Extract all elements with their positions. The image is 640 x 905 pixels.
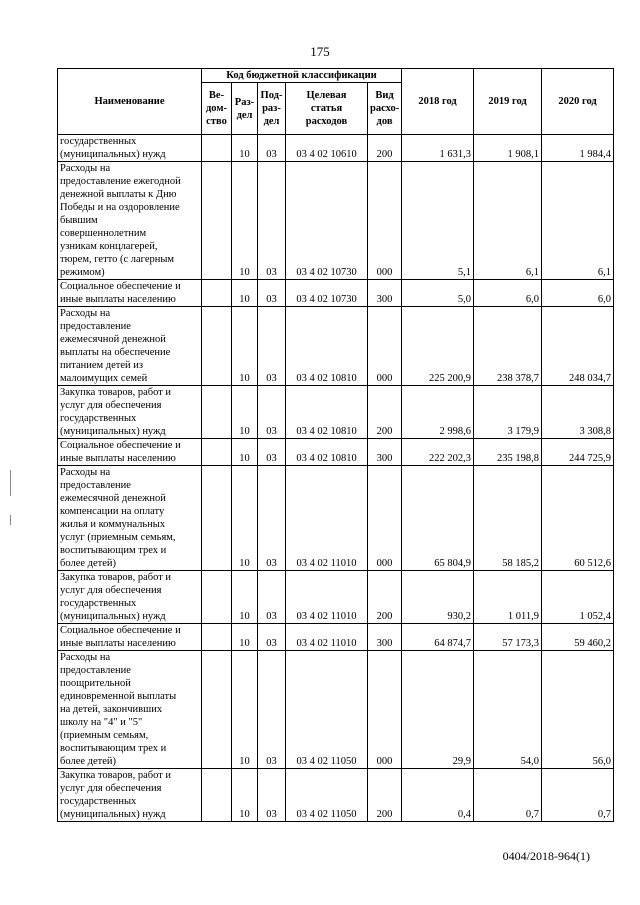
cell-razdel: 10	[232, 162, 258, 280]
header-vedomstvo: Ве- дом- ство	[202, 83, 232, 135]
cell-2018: 222 202,3	[402, 439, 474, 466]
header-celevaya-statya: Целевая статья расходов	[286, 83, 368, 135]
cell-2018: 225 200,9	[402, 307, 474, 386]
cell-vid-rashodov: 200	[368, 386, 402, 439]
cell-podrazdel: 03	[258, 769, 286, 822]
header-name: Наименование	[58, 69, 202, 135]
cell-2019: 6,0	[474, 280, 542, 307]
row-name-text: Расходы на предоставление ежегодной денежной выплаты к Дню Победы и на оздоровление бывшим совершеннолетним узникам концлагерей, тюрем, гетто (с лагерным режимом)	[60, 163, 181, 278]
row-name-text: государственных (муниципальных) нужд	[60, 136, 166, 160]
cell-celevaya-statya: 03 4 02 10730	[286, 162, 368, 280]
cell-2018: 1 631,3	[402, 135, 474, 162]
cell-2020: 60 512,6	[542, 466, 614, 571]
cell-vid-rashodov: 000	[368, 651, 402, 769]
cell-2018: 930,2	[402, 571, 474, 624]
cell-2018: 64 874,7	[402, 624, 474, 651]
cell-vid-rashodov: 000	[368, 466, 402, 571]
row-name-text: Социальное обеспечение и иные выплаты населению	[60, 625, 181, 649]
cell-vedomstvo	[202, 386, 232, 439]
table-header	[58, 69, 614, 135]
cell-name	[58, 162, 202, 280]
row-name-text: Социальное обеспечение и иные выплаты населению	[60, 440, 181, 464]
cell-vedomstvo	[202, 307, 232, 386]
cell-2020: 1 052,4	[542, 571, 614, 624]
cell-vid-rashodov: 200	[368, 769, 402, 822]
cell-podrazdel: 03	[258, 307, 286, 386]
row-name-text: Закупка товаров, работ и услуг для обеспечения государственных (муниципальных) нужд	[60, 387, 172, 437]
header-2018: 2018 год	[402, 69, 474, 135]
cell-vid-rashodov: 000	[368, 307, 402, 386]
cell-podrazdel: 03	[258, 280, 286, 307]
cell-razdel: 10	[232, 307, 258, 386]
cell-vedomstvo	[202, 651, 232, 769]
cell-vedomstvo	[202, 439, 232, 466]
cell-razdel: 10	[232, 135, 258, 162]
table-row	[58, 439, 614, 466]
cell-vedomstvo	[202, 135, 232, 162]
cell-2020: 1 984,4	[542, 135, 614, 162]
cell-2019: 57 173,3	[474, 624, 542, 651]
cell-vid-rashodov: 300	[368, 439, 402, 466]
cell-vid-rashodov: 200	[368, 571, 402, 624]
cell-vid-rashodov: 200	[368, 135, 402, 162]
cell-2019: 54,0	[474, 651, 542, 769]
cell-2019: 235 198,8	[474, 439, 542, 466]
row-name-text: Расходы на предоставление поощрительной единовременной выплаты на детей, закончивших школу на "4" и "5" (приемным семьям, воспитывающим трех и более детей)	[60, 652, 177, 767]
cell-vid-rashodov: 300	[368, 624, 402, 651]
cell-2018: 29,9	[402, 651, 474, 769]
cell-razdel: 10	[232, 280, 258, 307]
cell-2020: 244 725,9	[542, 439, 614, 466]
header-podrazdel: Под- раз- дел	[258, 83, 286, 135]
cell-celevaya-statya: 03 4 02 11010	[286, 571, 368, 624]
cell-vedomstvo	[202, 571, 232, 624]
cell-razdel: 10	[232, 466, 258, 571]
budget-table	[57, 68, 614, 822]
row-name-text: Социальное обеспечение и иные выплаты населению	[60, 281, 181, 305]
cell-celevaya-statya: 03 4 02 10610	[286, 135, 368, 162]
cell-vedomstvo	[202, 162, 232, 280]
cell-2020: 6,0	[542, 280, 614, 307]
cell-2020: 59 460,2	[542, 624, 614, 651]
cell-podrazdel: 03	[258, 624, 286, 651]
document-code: 0404/2018-964(1)	[502, 849, 590, 863]
cell-vedomstvo	[202, 280, 232, 307]
cell-2018: 5,0	[402, 280, 474, 307]
cell-vid-rashodov: 300	[368, 280, 402, 307]
cell-2020: 56,0	[542, 651, 614, 769]
table-row	[58, 624, 614, 651]
table-row	[58, 162, 614, 280]
cell-podrazdel: 03	[258, 439, 286, 466]
cell-2018: 5,1	[402, 162, 474, 280]
cell-2020: 6,1	[542, 162, 614, 280]
cell-2019: 0,7	[474, 769, 542, 822]
cell-name	[58, 466, 202, 571]
row-name-text: Закупка товаров, работ и услуг для обеспечения государственных (муниципальных) нужд	[60, 572, 172, 622]
cell-celevaya-statya: 03 4 02 11050	[286, 769, 368, 822]
cell-celevaya-statya: 03 4 02 10810	[286, 386, 368, 439]
cell-2018: 0,4	[402, 769, 474, 822]
cell-name	[58, 439, 202, 466]
table-row	[58, 571, 614, 624]
cell-2020: 0,7	[542, 769, 614, 822]
cell-2018: 2 998,6	[402, 386, 474, 439]
cell-razdel: 10	[232, 571, 258, 624]
cell-vedomstvo	[202, 769, 232, 822]
cell-celevaya-statya: 03 4 02 10810	[286, 307, 368, 386]
cell-name	[58, 135, 202, 162]
cell-vid-rashodov: 000	[368, 162, 402, 280]
header-razdel: Раз- дел	[232, 83, 258, 135]
header-2019: 2019 год	[474, 69, 542, 135]
header-vid-rashodov: Вид расхо- дов	[368, 83, 402, 135]
cell-name	[58, 571, 202, 624]
header-budget-code: Код бюджетной классификации	[202, 69, 402, 83]
table-row	[58, 466, 614, 571]
cell-podrazdel: 03	[258, 571, 286, 624]
cell-name	[58, 769, 202, 822]
table-row	[58, 386, 614, 439]
cell-2019: 58 185,2	[474, 466, 542, 571]
row-name-text: Расходы на предоставление ежемесячной денежной компенсации на оплату жилья и коммунальных услуг (приемным семьям, воспитывающим трех и более детей)	[60, 467, 176, 569]
cell-celevaya-statya: 03 4 02 11010	[286, 624, 368, 651]
cell-razdel: 10	[232, 769, 258, 822]
row-name-text: Расходы на предоставление ежемесячной денежной выплаты на обеспечение питанием детей из малоимущих семей	[60, 308, 171, 384]
cell-podrazdel: 03	[258, 386, 286, 439]
cell-2019: 238 378,7	[474, 307, 542, 386]
cell-name	[58, 386, 202, 439]
margin-mark	[10, 515, 11, 525]
cell-celevaya-statya: 03 4 02 11050	[286, 651, 368, 769]
cell-celevaya-statya: 03 4 02 10810	[286, 439, 368, 466]
cell-name	[58, 624, 202, 651]
cell-vedomstvo	[202, 624, 232, 651]
table-row	[58, 769, 614, 822]
table-row	[58, 651, 614, 769]
cell-2019: 1 908,1	[474, 135, 542, 162]
table-row	[58, 135, 614, 162]
table-body	[58, 135, 614, 822]
cell-name	[58, 651, 202, 769]
cell-celevaya-statya: 03 4 02 10730	[286, 280, 368, 307]
cell-2019: 6,1	[474, 162, 542, 280]
cell-razdel: 10	[232, 624, 258, 651]
margin-mark	[10, 470, 11, 496]
table-row	[58, 307, 614, 386]
cell-podrazdel: 03	[258, 135, 286, 162]
cell-podrazdel: 03	[258, 651, 286, 769]
cell-2020: 3 308,8	[542, 386, 614, 439]
cell-vedomstvo	[202, 466, 232, 571]
table-row	[58, 280, 614, 307]
cell-2019: 1 011,9	[474, 571, 542, 624]
cell-celevaya-statya: 03 4 02 11010	[286, 466, 368, 571]
cell-razdel: 10	[232, 439, 258, 466]
header-2020: 2020 год	[542, 69, 614, 135]
cell-name	[58, 307, 202, 386]
cell-podrazdel: 03	[258, 466, 286, 571]
cell-2019: 3 179,9	[474, 386, 542, 439]
cell-razdel: 10	[232, 386, 258, 439]
cell-podrazdel: 03	[258, 162, 286, 280]
row-name-text: Закупка товаров, работ и услуг для обеспечения государственных (муниципальных) нужд	[60, 770, 172, 820]
cell-name	[58, 280, 202, 307]
cell-razdel: 10	[232, 651, 258, 769]
cell-2018: 65 804,9	[402, 466, 474, 571]
page-number: 175	[310, 44, 330, 59]
cell-2020: 248 034,7	[542, 307, 614, 386]
